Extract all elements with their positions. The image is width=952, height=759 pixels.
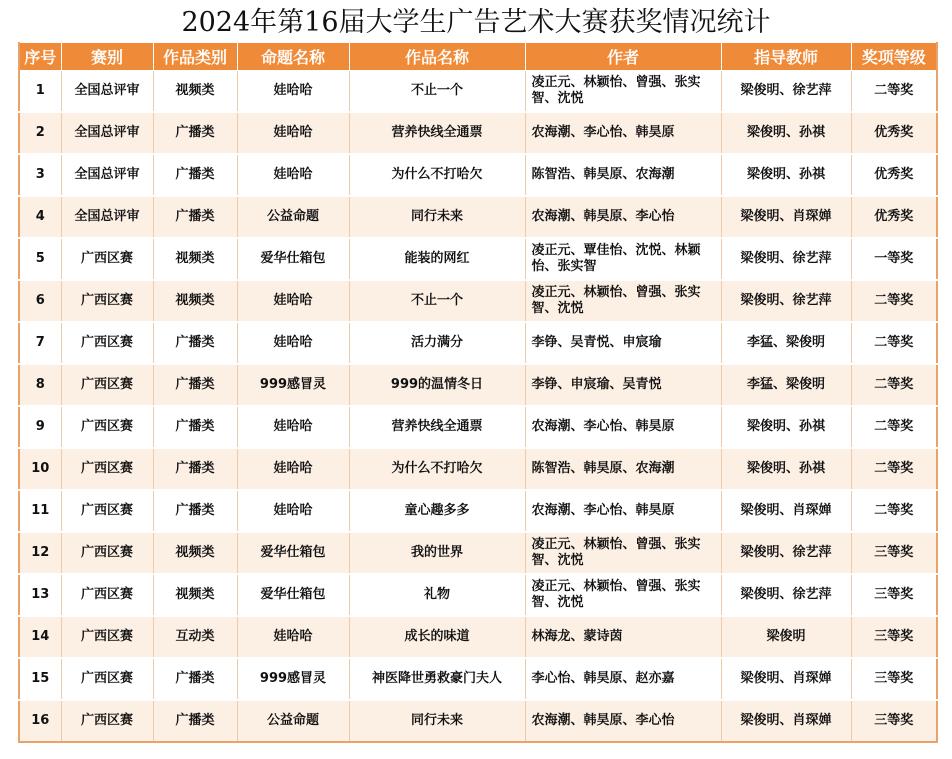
cell-col-advisor: 梁俊明、肖琛婵 <box>721 490 851 532</box>
cell-col-advisor: 梁俊明、肖琛婵 <box>721 196 851 238</box>
cell-col-author: 凌正元、林颖怡、曾强、张实智、沈悦 <box>525 532 721 574</box>
cell-col-advisor: 梁俊明、徐艺萍 <box>721 574 851 616</box>
cell-col-advisor: 梁俊明、孙祺 <box>721 448 851 490</box>
header-col-category: 作品类别 <box>153 43 237 71</box>
cell-col-topic: 999感冒灵 <box>237 364 349 406</box>
header-col-work: 作品名称 <box>349 43 525 71</box>
cell-col-award: 二等奖 <box>851 448 937 490</box>
cell-col-author: 李心怡、韩昊原、赵亦嘉 <box>525 658 721 700</box>
cell-col-topic: 娃哈哈 <box>237 280 349 322</box>
cell-col-event: 广西区赛 <box>61 532 153 574</box>
cell-col-topic: 娃哈哈 <box>237 71 349 113</box>
cell-col-work: 不止一个 <box>349 280 525 322</box>
cell-col-award: 三等奖 <box>851 532 937 574</box>
cell-col-advisor: 李猛、梁俊明 <box>721 364 851 406</box>
cell-col-author: 陈智浩、韩昊原、农海潮 <box>525 448 721 490</box>
header-col-award: 奖项等级 <box>851 43 937 71</box>
cell-col-index: 8 <box>19 364 61 406</box>
cell-col-author: 农海潮、李心怡、韩昊原 <box>525 112 721 154</box>
cell-col-award: 二等奖 <box>851 280 937 322</box>
cell-col-author: 农海潮、李心怡、韩昊原 <box>525 406 721 448</box>
cell-col-category: 广播类 <box>153 112 237 154</box>
cell-col-advisor: 梁俊明、徐艺萍 <box>721 71 851 113</box>
cell-col-category: 广播类 <box>153 322 237 364</box>
cell-col-index: 3 <box>19 154 61 196</box>
cell-col-advisor: 梁俊明、孙祺 <box>721 406 851 448</box>
cell-col-index: 6 <box>19 280 61 322</box>
cell-col-index: 2 <box>19 112 61 154</box>
cell-col-award: 优秀奖 <box>851 196 937 238</box>
cell-col-author: 凌正元、林颖怡、曾强、张实智、沈悦 <box>525 280 721 322</box>
cell-col-category: 广播类 <box>153 406 237 448</box>
header-col-topic: 命题名称 <box>237 43 349 71</box>
cell-col-work: 为什么不打哈欠 <box>349 154 525 196</box>
cell-col-event: 广西区赛 <box>61 616 153 658</box>
cell-col-event: 广西区赛 <box>61 322 153 364</box>
header-col-event: 赛别 <box>61 43 153 71</box>
cell-col-award: 二等奖 <box>851 406 937 448</box>
cell-col-category: 广播类 <box>153 490 237 532</box>
table-header-row <box>19 43 937 71</box>
cell-col-work: 同行未来 <box>349 196 525 238</box>
table-row <box>19 154 937 196</box>
cell-col-index: 1 <box>19 71 61 113</box>
cell-col-topic: 娃哈哈 <box>237 616 349 658</box>
cell-col-advisor: 梁俊明、肖琛婵 <box>721 700 851 742</box>
cell-col-event: 全国总评审 <box>61 71 153 113</box>
cell-col-topic: 爱华仕箱包 <box>237 574 349 616</box>
cell-col-award: 三等奖 <box>851 700 937 742</box>
cell-col-author: 农海潮、韩昊原、李心怡 <box>525 700 721 742</box>
cell-col-work: 神医降世勇救豪门夫人 <box>349 658 525 700</box>
table-row <box>19 406 937 448</box>
cell-col-award: 优秀奖 <box>851 112 937 154</box>
cell-col-category: 视频类 <box>153 71 237 113</box>
cell-col-advisor: 梁俊明、孙祺 <box>721 154 851 196</box>
table-row <box>19 364 937 406</box>
page-title: 2024年第16届大学生广告艺术大赛获奖情况统计 <box>181 7 771 38</box>
cell-col-work: 礼物 <box>349 574 525 616</box>
cell-col-author: 李铮、申宸瑜、吴青悦 <box>525 364 721 406</box>
cell-col-award: 一等奖 <box>851 238 937 280</box>
cell-col-work: 我的世界 <box>349 532 525 574</box>
cell-col-index: 5 <box>19 238 61 280</box>
cell-col-work: 营养快线全通票 <box>349 406 525 448</box>
cell-col-award: 二等奖 <box>851 71 937 113</box>
cell-col-advisor: 梁俊明、肖琛婵 <box>721 658 851 700</box>
cell-col-award: 三等奖 <box>851 616 937 658</box>
table-row <box>19 616 937 658</box>
cell-col-advisor: 梁俊明、徐艺萍 <box>721 280 851 322</box>
cell-col-event: 广西区赛 <box>61 700 153 742</box>
header-col-author: 作者 <box>525 43 721 71</box>
cell-col-work: 不止一个 <box>349 71 525 113</box>
cell-col-event: 广西区赛 <box>61 658 153 700</box>
cell-col-event: 全国总评审 <box>61 154 153 196</box>
table-row <box>19 196 937 238</box>
cell-col-category: 视频类 <box>153 532 237 574</box>
cell-col-author: 凌正元、林颖怡、曾强、张实智、沈悦 <box>525 574 721 616</box>
cell-col-index: 16 <box>19 700 61 742</box>
cell-col-author: 林海龙、蒙诗茵 <box>525 616 721 658</box>
cell-col-author: 陈智浩、韩昊原、农海潮 <box>525 154 721 196</box>
header-col-advisor: 指导教师 <box>721 43 851 71</box>
table-row <box>19 238 937 280</box>
cell-col-topic: 爱华仕箱包 <box>237 532 349 574</box>
cell-col-index: 10 <box>19 448 61 490</box>
table-row <box>19 280 937 322</box>
cell-col-index: 14 <box>19 616 61 658</box>
cell-col-index: 15 <box>19 658 61 700</box>
cell-col-category: 互动类 <box>153 616 237 658</box>
table-row <box>19 71 937 113</box>
cell-col-index: 4 <box>19 196 61 238</box>
header-col-index: 序号 <box>19 43 61 71</box>
cell-col-topic: 公益命题 <box>237 700 349 742</box>
cell-col-advisor: 李猛、梁俊明 <box>721 322 851 364</box>
table-row <box>19 448 937 490</box>
cell-col-topic: 爱华仕箱包 <box>237 238 349 280</box>
cell-col-topic: 娃哈哈 <box>237 490 349 532</box>
cell-col-category: 广播类 <box>153 448 237 490</box>
cell-col-author: 凌正元、覃佳怡、沈悦、林颖怡、张实智 <box>525 238 721 280</box>
cell-col-work: 活力满分 <box>349 322 525 364</box>
cell-col-category: 广播类 <box>153 154 237 196</box>
table-row <box>19 532 937 574</box>
cell-col-index: 13 <box>19 574 61 616</box>
cell-col-event: 广西区赛 <box>61 280 153 322</box>
cell-col-topic: 娃哈哈 <box>237 322 349 364</box>
cell-col-index: 7 <box>19 322 61 364</box>
table-row <box>19 490 937 532</box>
cell-col-topic: 娃哈哈 <box>237 112 349 154</box>
cell-col-category: 视频类 <box>153 574 237 616</box>
awards-table <box>18 42 938 743</box>
cell-col-award: 二等奖 <box>851 322 937 364</box>
cell-col-work: 能装的网红 <box>349 238 525 280</box>
cell-col-topic: 娃哈哈 <box>237 406 349 448</box>
cell-col-award: 二等奖 <box>851 364 937 406</box>
cell-col-category: 广播类 <box>153 196 237 238</box>
cell-col-topic: 娃哈哈 <box>237 154 349 196</box>
cell-col-work: 童心趣多多 <box>349 490 525 532</box>
table-body <box>19 71 937 743</box>
cell-col-category: 广播类 <box>153 700 237 742</box>
cell-col-index: 12 <box>19 532 61 574</box>
cell-col-advisor: 梁俊明 <box>721 616 851 658</box>
cell-col-advisor: 梁俊明、徐艺萍 <box>721 532 851 574</box>
cell-col-work: 成长的味道 <box>349 616 525 658</box>
cell-col-index: 9 <box>19 406 61 448</box>
table-row <box>19 322 937 364</box>
cell-col-index: 11 <box>19 490 61 532</box>
cell-col-author: 农海潮、李心怡、韩昊原 <box>525 490 721 532</box>
cell-col-event: 广西区赛 <box>61 406 153 448</box>
cell-col-event: 全国总评审 <box>61 196 153 238</box>
cell-col-event: 广西区赛 <box>61 448 153 490</box>
cell-col-work: 999的温情冬日 <box>349 364 525 406</box>
cell-col-topic: 娃哈哈 <box>237 448 349 490</box>
cell-col-topic: 999感冒灵 <box>237 658 349 700</box>
cell-col-topic: 公益命题 <box>237 196 349 238</box>
cell-col-advisor: 梁俊明、徐艺萍 <box>721 238 851 280</box>
cell-col-event: 广西区赛 <box>61 364 153 406</box>
cell-col-category: 视频类 <box>153 280 237 322</box>
table-row <box>19 658 937 700</box>
cell-col-event: 广西区赛 <box>61 238 153 280</box>
table-row <box>19 574 937 616</box>
cell-col-category: 视频类 <box>153 238 237 280</box>
cell-col-award: 优秀奖 <box>851 154 937 196</box>
cell-col-category: 广播类 <box>153 364 237 406</box>
cell-col-event: 广西区赛 <box>61 574 153 616</box>
cell-col-work: 为什么不打哈欠 <box>349 448 525 490</box>
cell-col-award: 二等奖 <box>851 490 937 532</box>
cell-col-award: 三等奖 <box>851 658 937 700</box>
cell-col-author: 凌正元、林颖怡、曾强、张实智、沈悦 <box>525 71 721 113</box>
table-row <box>19 700 937 742</box>
cell-col-author: 李铮、吴青悦、申宸瑜 <box>525 322 721 364</box>
cell-col-advisor: 梁俊明、孙祺 <box>721 112 851 154</box>
cell-col-category: 广播类 <box>153 658 237 700</box>
cell-col-event: 广西区赛 <box>61 490 153 532</box>
cell-col-author: 农海潮、韩昊原、李心怡 <box>525 196 721 238</box>
cell-col-award: 三等奖 <box>851 574 937 616</box>
table-row <box>19 112 937 154</box>
cell-col-work: 同行未来 <box>349 700 525 742</box>
cell-col-work: 营养快线全通票 <box>349 112 525 154</box>
cell-col-event: 全国总评审 <box>61 112 153 154</box>
